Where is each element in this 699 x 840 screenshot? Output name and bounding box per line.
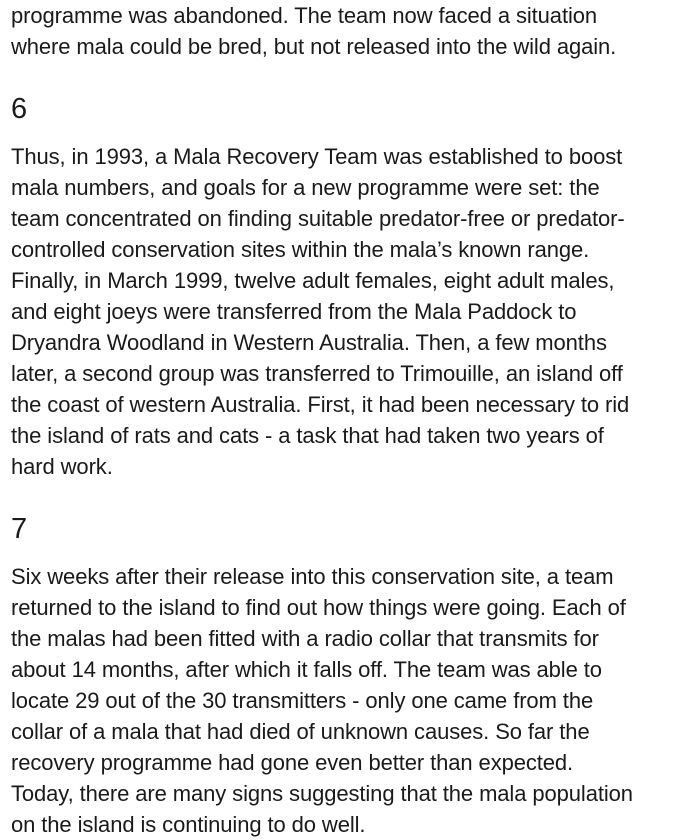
paragraph-line: and eight joeys were transferred from the Mala Paddock to [11, 299, 577, 324]
paragraph-line: Six weeks after their release into this conservation site, a team [11, 564, 614, 589]
paragraph-line: about 14 months, after which it falls off. The team was able to [11, 657, 602, 682]
paragraph-line: where mala could be bred, but not released into the wild again. [11, 34, 617, 59]
paragraph-line: mala numbers, and goals for a new programme were set: the [11, 175, 600, 200]
paragraph-line: programme was abandoned. The team now faced a situation [11, 3, 598, 28]
paragraph-line: recovery programme had gone even better than expected. [11, 750, 574, 775]
paragraph-line: Thus, in 1993, a Mala Recovery Team was established to boost [11, 144, 623, 169]
paragraph-line: locate 29 out of the 30 transmitters - only one came from the [11, 688, 594, 713]
section-number: 6 [11, 93, 28, 125]
section-number: 7 [11, 513, 28, 545]
paragraph-line: controlled conservation sites within the mala’s known range. [11, 237, 590, 262]
paragraph-line: the malas had been fitted with a radio collar that transmits for [11, 626, 599, 651]
paragraph-line: the island of rats and cats - a task that had taken two years of [11, 423, 604, 448]
paragraph-line: team concentrated on finding suitable predator-free or predator- [11, 206, 625, 231]
paragraph-line: later, a second group was transferred to Trimouille, an island off [11, 361, 623, 386]
paragraph-line: on the island is continuing to do well. [11, 812, 366, 837]
paragraph-line: collar of a mala that had died of unknown causes. So far the [11, 719, 590, 744]
paragraph-line: returned to the island to find out how things were going. Each of [11, 595, 626, 620]
paragraph-line: the coast of western Australia. First, it had been necessary to rid [11, 392, 630, 417]
paragraph-line: Today, there are many signs suggesting that the mala population [11, 781, 633, 806]
paragraph-line: Finally, in March 1999, twelve adult females, eight adult males, [11, 268, 615, 293]
paragraph-line: hard work. [11, 454, 113, 479]
paragraph-line: Dryandra Woodland in Western Australia. Then, a few months [11, 330, 607, 355]
